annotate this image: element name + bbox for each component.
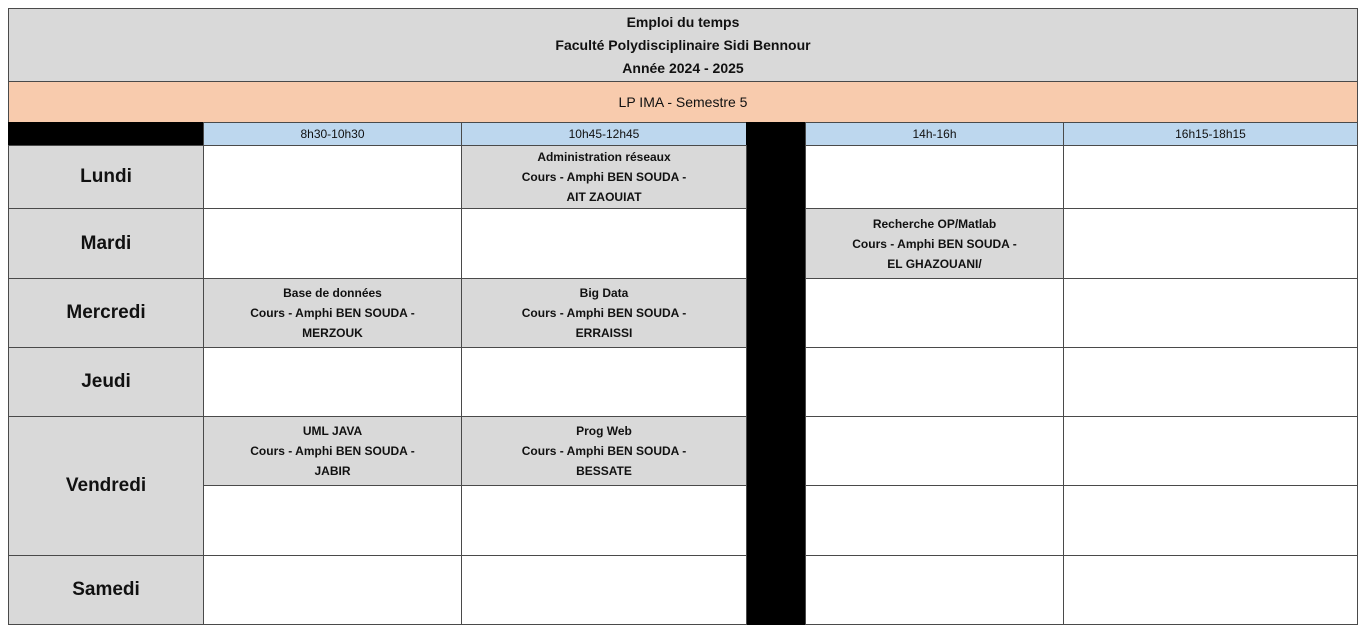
- faculty-name: Faculté Polydisciplinaire Sidi Bennour: [555, 36, 811, 53]
- course-teacher: MERZOUK: [302, 326, 363, 340]
- course-teacher: ERRAISSI: [575, 326, 633, 340]
- time-slot-header: 14h-16h: [805, 122, 1064, 146]
- empty-slot: [805, 347, 1064, 417]
- program-semester-bar: [8, 81, 1358, 123]
- course-room: Cours - Amphi BEN SOUDA -: [250, 306, 415, 320]
- course-room: Cours - Amphi BEN SOUDA -: [250, 444, 415, 458]
- header-corner: [8, 122, 204, 146]
- lunch-break-column: [746, 122, 806, 625]
- empty-slot: [203, 145, 462, 209]
- empty-slot: [203, 347, 462, 417]
- empty-slot: [805, 145, 1064, 209]
- empty-slot: [1063, 485, 1358, 556]
- day-label: Mardi: [8, 208, 204, 279]
- course-cell: [461, 145, 747, 209]
- empty-slot: [203, 555, 462, 625]
- day-label: Jeudi: [8, 347, 204, 417]
- course-subject: Administration réseaux: [537, 150, 671, 164]
- empty-slot: [1063, 278, 1358, 348]
- course-cell: [203, 416, 462, 486]
- empty-slot: [461, 555, 747, 625]
- empty-slot: [1063, 416, 1358, 486]
- course-cell: [461, 278, 747, 348]
- course-subject: Big Data: [579, 286, 629, 300]
- empty-slot: [805, 485, 1064, 556]
- timetable-title-block: [8, 8, 1358, 82]
- day-label: Lundi: [8, 145, 204, 209]
- empty-slot: [1063, 347, 1358, 417]
- course-cell: [203, 278, 462, 348]
- course-teacher: BESSATE: [576, 464, 632, 478]
- time-slot-header: 10h45-12h45: [461, 122, 747, 146]
- empty-slot: [203, 208, 462, 279]
- course-room: Cours - Amphi BEN SOUDA -: [852, 236, 1017, 251]
- program-label: LP IMA - Semestre 5: [618, 94, 748, 110]
- empty-slot: [461, 485, 747, 556]
- empty-slot: [1063, 208, 1358, 279]
- course-subject: UML JAVA: [302, 424, 363, 438]
- day-label: Mercredi: [8, 278, 204, 348]
- empty-slot: [805, 416, 1064, 486]
- empty-slot: [461, 347, 747, 417]
- empty-slot: [1063, 555, 1358, 625]
- day-label: Samedi: [8, 555, 204, 625]
- empty-slot: [461, 208, 747, 279]
- title-line: Emploi du temps: [626, 13, 740, 30]
- course-teacher: AIT ZAOUIAT: [566, 190, 642, 204]
- academic-year: Année 2024 - 2025: [622, 59, 744, 76]
- course-teacher: EL GHAZOUANI/: [887, 256, 982, 271]
- day-label: Vendredi: [8, 416, 204, 556]
- time-slot-header: 8h30-10h30: [203, 122, 462, 146]
- course-room: Cours - Amphi BEN SOUDA -: [521, 444, 687, 458]
- time-slot-header: 16h15-18h15: [1063, 122, 1358, 146]
- empty-slot: [1063, 145, 1358, 209]
- course-subject: Recherche OP/Matlab: [872, 216, 997, 231]
- course-room: Cours - Amphi BEN SOUDA -: [521, 170, 687, 184]
- course-teacher: JABIR: [314, 464, 351, 478]
- course-cell: [461, 416, 747, 486]
- empty-slot: [805, 278, 1064, 348]
- empty-slot: [805, 555, 1064, 625]
- course-cell: [805, 208, 1064, 279]
- course-room: Cours - Amphi BEN SOUDA -: [521, 306, 687, 320]
- course-subject: Base de données: [283, 286, 382, 300]
- empty-slot: [203, 485, 462, 556]
- course-subject: Prog Web: [576, 424, 632, 438]
